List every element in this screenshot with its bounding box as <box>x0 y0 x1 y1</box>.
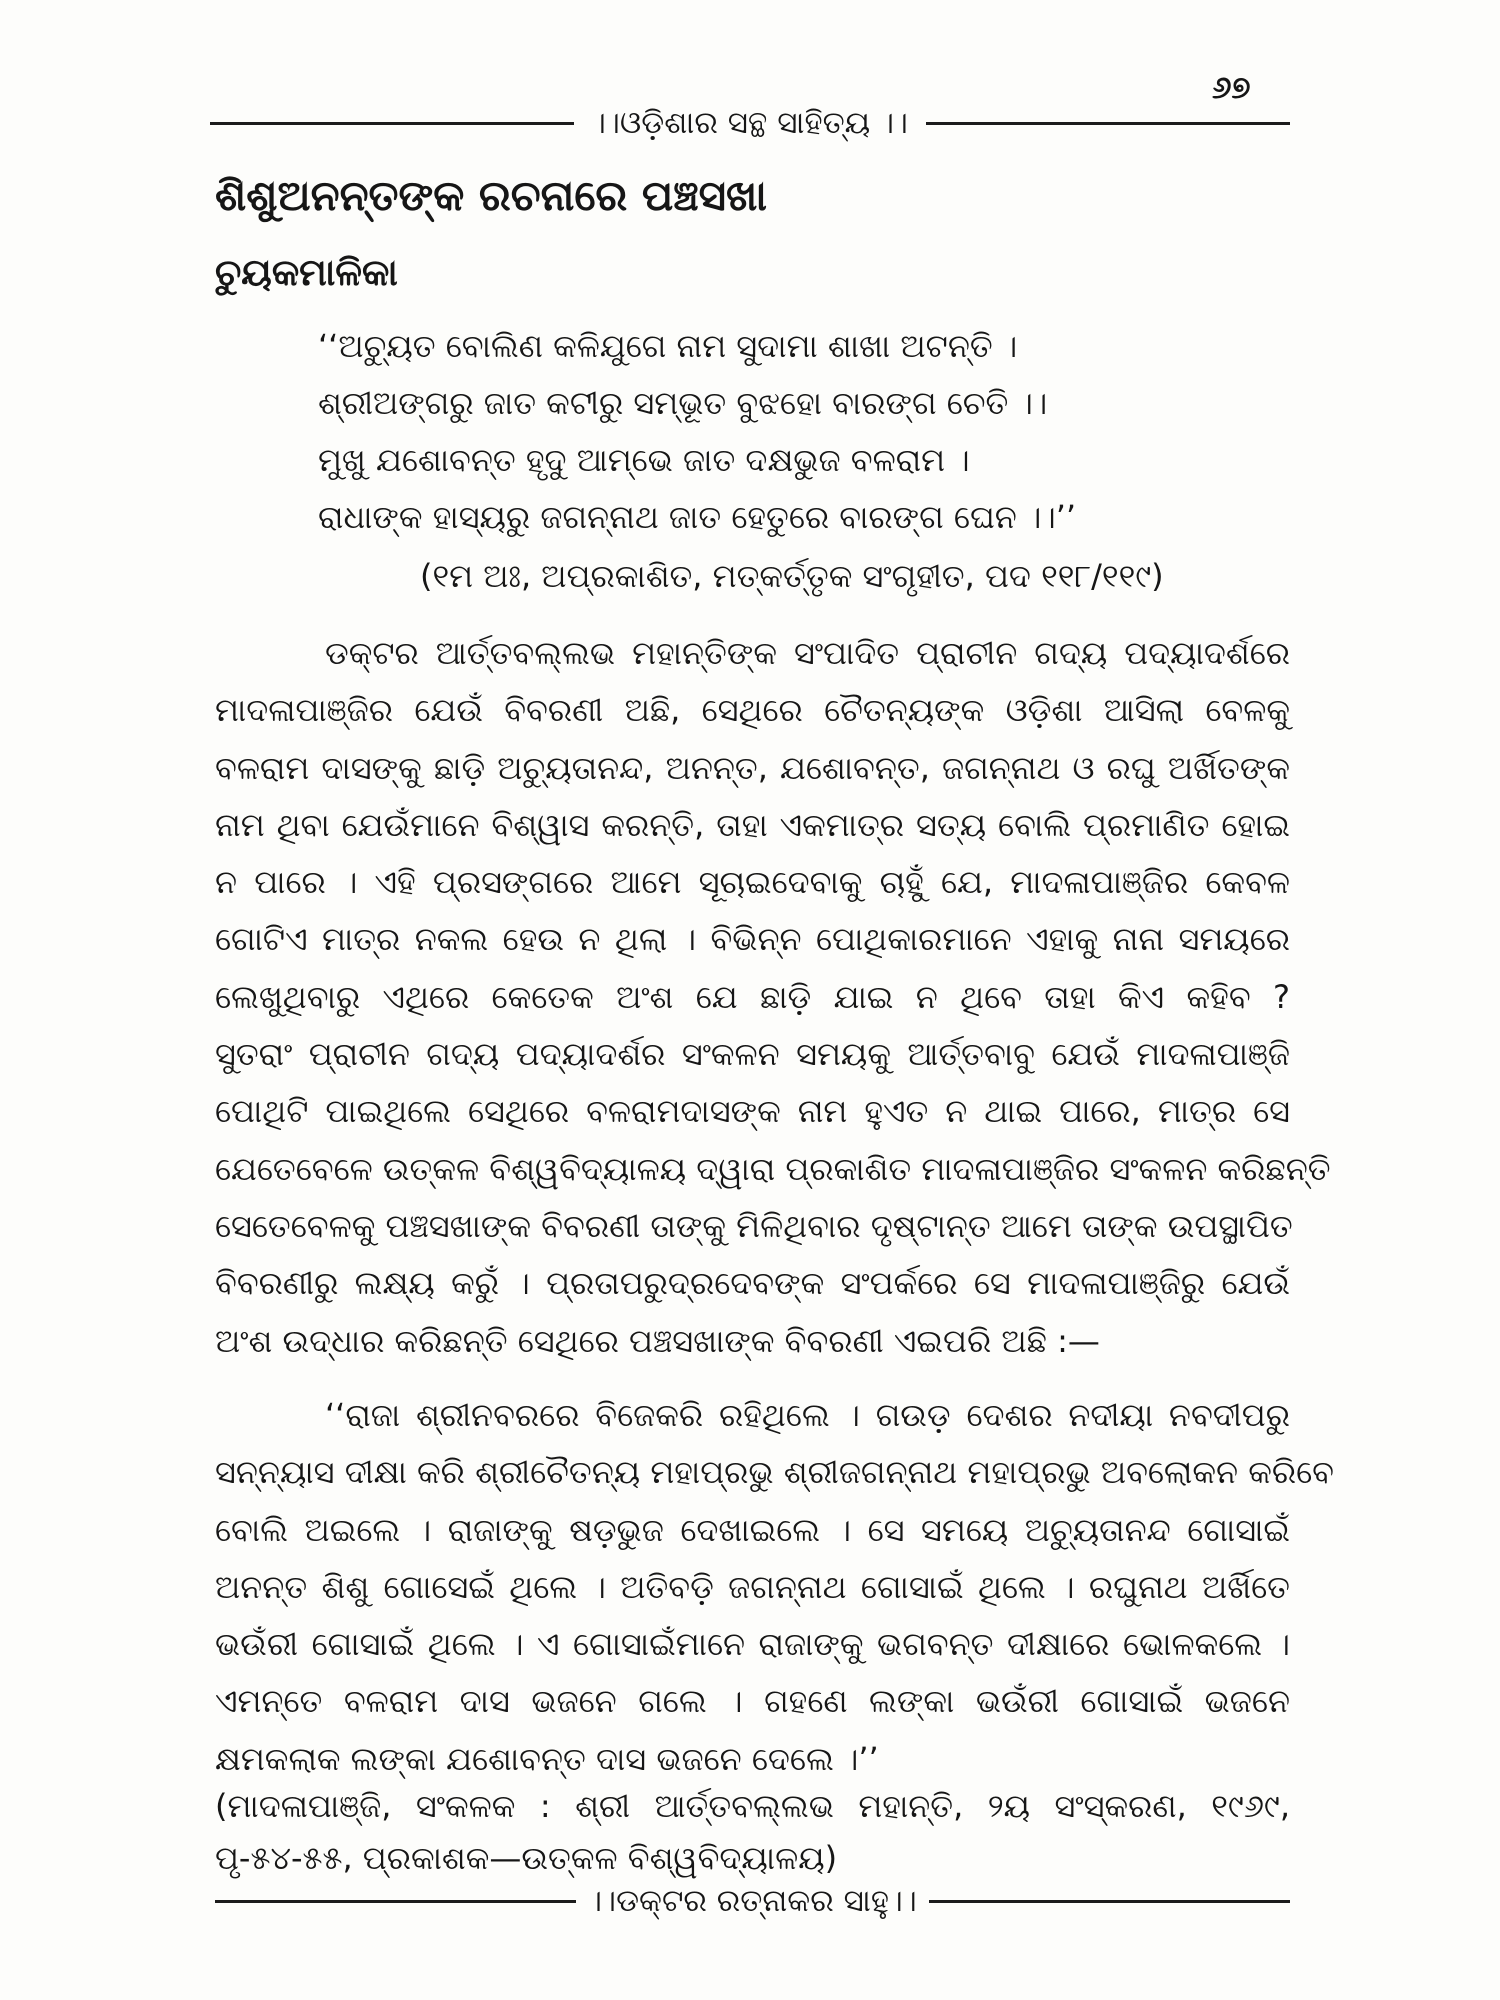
citation-line: ପୃ-୫୪-୫୫, ପ୍ରକାଶକ—ଉତ୍କଳ ବିଶ୍ୱବିଦ୍ୟାଳୟ) <box>215 1839 838 1877</box>
paragraph-line: ନ ପାରେ । ଏହି ପ୍ରସଙ୍ଗରେ ଆମେ ସୂଚାଇଦେବାକୁ ଚାହୁଁ ଯେ, ମାଦଳାପାଞ୍ଜିର କେବଳ <box>215 863 1290 902</box>
quote-line: ଭଉଁରୀ ଗୋସାଇଁ ଥିଲେ । ଏ ଗୋସାଇଁମାନେ ରାଜାଙ୍କୁ ଭଗବନ୍ତ ଦୀକ୍ଷାରେ ଭୋଳକଲେ । <box>215 1625 1290 1664</box>
header-rule-right <box>926 122 1290 125</box>
verse-line: ଶ୍ରୀଅଙ୍ଗରୁ ଜାତ କଟୀରୁ ସମ୍ଭୂତ ବୁଝହୋ ବାରଙ୍ଗ ଚେତି ।। <box>318 384 1048 422</box>
paragraph-line: ସୁତରାଂ ପ୍ରାଚୀନ ଗଦ୍ୟ ପଦ୍ୟାଦର୍ଶର ସଂକଳନ ସମୟକୁ ଆର୍ତ୍ତବାବୁ ଯେଉଁ ମାଦଳାପାଞ୍ଜି <box>215 1035 1290 1074</box>
verse-line: ‘‘ଅଚ୍ୟୁତ ବୋଲିଣ କଳିଯୁଗେ ନାମ ସୁଦାମା ଶାଖା ଅଟନ୍ତି । <box>318 327 1018 365</box>
verse-line: ମୁଖୁ ଯଶୋବନ୍ତ ହୃଦୁ ଆମ୍ଭେ ଜାତ ଦକ୍ଷଭୁଜ ବଳରାମ । <box>318 441 970 479</box>
page-number: ୬୭ <box>1212 70 1251 106</box>
section-heading: ଶିଶୁଅନନ୍ତଙ୍କ ରଚନାରେ ପଞ୍ଚସଖା <box>215 171 767 220</box>
paragraph-line: ଡକ୍ଟର ଆର୍ତ୍ତବଲ୍ଲଭ ମହାନ୍ତିଙ୍କ ସଂପାଦିତ ପ୍ରାଚୀନ ଗଦ୍ୟ ପଦ୍ୟାଦର୍ଶରେ <box>325 634 1290 672</box>
paragraph-line: ଲେଖୁଥିବାରୁ ଏଥିରେ କେତେକ ଅଂଶ ଯେ ଛାଡ଼ି ଯାଇ ନ ଥିବେ ତାହା କିଏ କହିବ ? <box>215 977 1290 1016</box>
quote-line: କ୍ଷମକଲାକ ଲଙ୍କା ଯଶୋବନ୍ତ ଦାସ ଭଜନେ ଦେଲେ ।’’ <box>215 1739 879 1778</box>
paragraph-line: ନାମ ଥିବା ଯେଉଁମାନେ ବିଶ୍ୱାସ କରନ୍ତି, ତାହା ଏକମାତ୍ର ସତ୍ୟ ବୋଲି ପ୍ରମାଣିତ ହୋଇ <box>215 805 1290 844</box>
sub-heading: ଚୁୟକମାଳିକା <box>215 251 398 294</box>
quote-line: ଏମନ୍ତେ ବଳରାମ ଦାସ ଭଜନେ ଗଲେ । ଗହଣେ ଲଙ୍କା ଭଉଁରୀ ଗୋସାଇଁ ଭଜନେ <box>215 1682 1290 1721</box>
source-citation <box>215 1780 1290 1884</box>
running-footer-author: ।।ଡକ୍ଟର ରତ୍ନାକର ସାହୁ।। <box>588 1883 917 1919</box>
header-rule-left <box>210 122 574 125</box>
verse-citation: (୧ମ ଅଃ, ଅପ୍ରକାଶିତ, ମତ୍‌କର୍ତ୍ତୃକ ସଂଗୃହୀତ, ପଦ ୧୧୮/୧୧୯) <box>420 557 1164 595</box>
citation-line: (ମାଦଳାପାଞ୍ଜି, ସଂକଳକ : ଶ୍ରୀ ଆର୍ତ୍ତବଲ୍ଲଭ ମହାନ୍ତି, ୨ୟ ସଂସ୍କରଣ, ୧୯୬୯, <box>215 1787 1290 1825</box>
paragraph-line: ଗୋଟିଏ ମାତ୍ର ନକଲ ହେଉ ନ ଥିଲା । ବିଭିନ୍ନ ପୋଥିକାରମାନେ ଏହାକୁ ନାନା ସମୟରେ <box>215 920 1290 959</box>
quote-line: ଅନନ୍ତ ଶିଶୁ ଗୋସେଇଁ ଥିଲେ । ଅତିବଡ଼ି ଜଗନ୍ନାଥ ଗୋସାଇଁ ଥିଲେ । ରଘୁନାଥ ଅର୍ଖିତେ <box>215 1567 1290 1606</box>
paragraph-line: ବିବରଣୀରୁ ଲକ୍ଷ୍ୟ କରୁଁ । ପ୍ରତାପରୁଦ୍ରଦେବଙ୍କ ସଂପର୍କରେ ସେ ମାଦଳାପାଞ୍ଜିରୁ ଯେଉଁ <box>215 1264 1290 1303</box>
paragraph-line: ପୋଥିଟି ପାଇଥିଲେ ସେଥିରେ ବଳରାମଦାସଙ୍କ ନାମ ହୁଏତ ନ ଥାଇ ପାରେ, ମାତ୍ର ସେ <box>215 1092 1290 1131</box>
running-header <box>210 98 1290 148</box>
quote-line: ବୋଲି ଅଇଲେ । ରାଜାଙ୍କୁ ଷଡ଼ଭୁଜ ଦେଖାଇଲେ । ସେ ସମୟେ ଅଚ୍ୟୁତାନନ୍ଦ ଗୋସାଇଁ <box>215 1510 1290 1549</box>
paragraph-line: ବଳରାମ ଦାସଙ୍କୁ ଛାଡ଼ି ଅଚ୍ୟୁତାନନ୍ଦ, ଅନନ୍ତ, ଯଶୋବନ୍ତ, ଜଗନ୍ନାଥ ଓ ରଘୁ ଅର୍ଖିତଙ୍କ <box>215 748 1290 787</box>
running-footer <box>215 1876 1290 1926</box>
footer-rule-right <box>929 1900 1290 1903</box>
paragraph-line: ଯେତେବେଳେ ଉତ୍କଳ ବିଶ୍ୱବିଦ୍ୟାଳୟ ଦ୍ୱାରା ପ୍ରକାଶିତ ମାଦଳାପାଞ୍ଜିର ସଂକଳନ କରିଛନ୍ତି <box>215 1149 1331 1188</box>
paragraph-line: ଅଂଶ ଉଦ୍ଧାର କରିଛନ୍ତି ସେଥିରେ ପଞ୍ଚସଖାଙ୍କ ବିବରଣୀ ଏଇପରି ଅଛି :— <box>215 1321 1100 1360</box>
verse-line: ରାଧାଙ୍କ ହାସ୍ୟରୁ ଜଗନ୍ନାଥ ଜାତ ହେତୁରେ ବାରଙ୍ଗ ଘେନ ।।’’ <box>318 498 1077 536</box>
quote-line: ‘‘ରାଜା ଶ୍ରୀନବରରେ ବିଜେକରି ରହିଥିଲେ । ଗଉଡ଼ ଦେଶର ନଦୀୟା ନବଦୀପରୁ <box>325 1396 1290 1434</box>
paragraph-line: ମାଦଳାପାଞ୍ଜିର ଯେଉଁ ବିବରଣୀ ଅଛି, ସେଥିରେ ଚୈତନ୍ୟଙ୍କ ଓଡ଼ିଶା ଆସିଲା ବେଳକୁ <box>215 691 1290 730</box>
paragraph-line: ସେତେବେଳକୁ ପଞ୍ଚସଖାଙ୍କ ବିବରଣୀ ତାଙ୍କୁ ମିଳିଥିବାର ଦୃଷ୍ଟାନ୍ତ ଆମେ ତାଙ୍କ ଉପସ୍ଥାପିତ <box>215 1206 1293 1245</box>
footer-rule-left <box>215 1900 576 1903</box>
quoted-passage <box>215 1387 1334 1788</box>
verse-quotation <box>318 318 1258 546</box>
quote-line: ସନ୍ନ୍ୟାସ ଦୀକ୍ଷା କରି ଶ୍ରୀଚୈତନ୍ୟ ମହାପ୍ରଭୁ ଶ୍ରୀଜଗନ୍ନାଥ ମହାପ୍ରଭୁ ଅବଲୋକନ କରିବେ <box>215 1453 1334 1492</box>
body-paragraph <box>215 625 1331 1370</box>
running-header-title: ।।ଓଡ଼ିଶାର ସନ୍ଥ ସାହିତ୍ୟ ।। <box>592 105 909 141</box>
